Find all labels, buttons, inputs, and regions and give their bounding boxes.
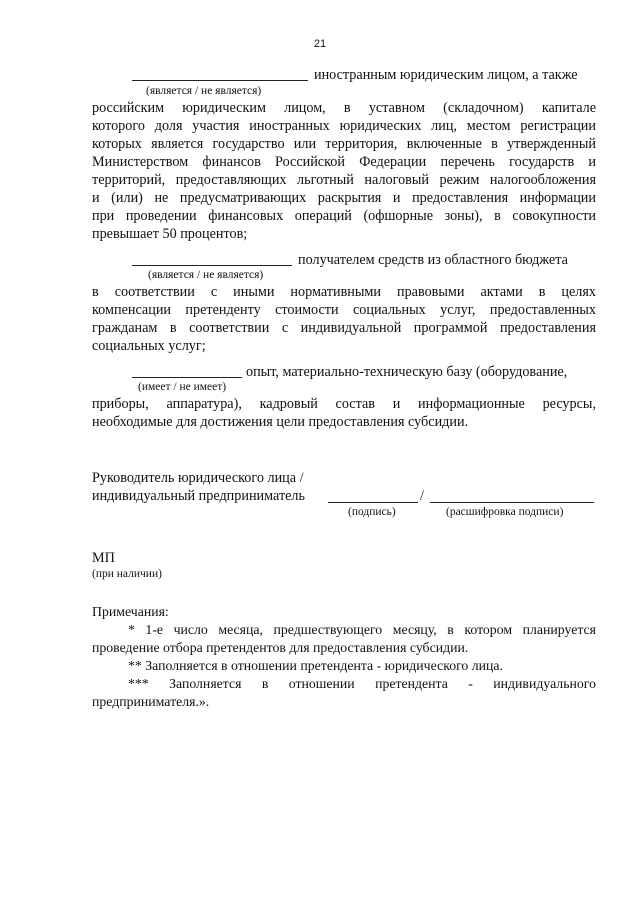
section1-line-1: российским юридическим лицом, в уставном (складочном) капитале: [92, 100, 596, 116]
section1-line-3: которых является государство или территория, включенные в утвержденный: [92, 136, 596, 152]
section1-line-7: при проведении финансовых операций (офшорные зоны), в совокупности: [92, 208, 596, 224]
section2-line-2: компенсации претенденту стоимости социальных услуг, предоставленных: [92, 302, 596, 318]
signature-hint: (подпись): [348, 506, 396, 518]
section1-line-8: превышает 50 процентов;: [92, 226, 248, 242]
page-number: 21: [313, 38, 327, 50]
note-2: ** Заполняется в отношении претендента - юридического лица.: [128, 658, 503, 673]
section1-line-2: которого доля участия иностранных юридических лиц, местом регистрации: [92, 118, 596, 134]
section1-line-5: территорий, предоставляющих льготный налоговый режим налогообложения: [92, 172, 596, 188]
signature-field[interactable]: [328, 502, 418, 503]
section1-hint: (является / не является): [146, 85, 262, 97]
section3-tail-text: опыт, материально-техническую базу (оборудование,: [246, 364, 568, 380]
section1-line-6: и (или) не предусматривающих раскрытия и предоставления информации: [92, 190, 596, 206]
note-3-line-1: *** Заполняется в отношении претендента - индивидуального: [128, 676, 596, 691]
section2-line-3: гражданам в соответствии с индивидуальной программой предоставления: [92, 320, 596, 336]
status-blank-field-3[interactable]: [132, 377, 242, 378]
section2-hint: (является / не является): [148, 269, 264, 281]
notes-title: Примечания:: [92, 604, 169, 619]
section2-line-4: социальных услуг;: [92, 338, 206, 354]
signature-label-line-1: Руководитель юридического лица /: [92, 470, 304, 486]
note-1-line-1: * 1-е число месяца, предшествующего месяцу, в котором планируется: [128, 622, 596, 637]
section2-line-1: в соответствии с иными нормативными правовыми актами в целях: [92, 284, 596, 300]
status-blank-field-1[interactable]: [132, 80, 308, 81]
status-blank-field-2[interactable]: [132, 265, 292, 266]
section3-line-1: приборы, аппаратура), кадровый состав и информационные ресурсы,: [92, 396, 596, 412]
stamp-hint: (при наличии): [92, 568, 162, 580]
section2-tail-text: получателем средств из областного бюджета: [298, 252, 568, 268]
section1-line-4: Министерством финансов Российской Федерации перечень государств и: [92, 154, 596, 170]
stamp-label: МП: [92, 550, 115, 566]
section3-hint: (имеет / не имеет): [138, 381, 227, 393]
section3-line-2: необходимые для достижения цели предоставления субсидии.: [92, 414, 469, 430]
note-1-line-2: проведение отбора претендентов для предоставления субсидии.: [92, 640, 469, 655]
signature-label-line-2: индивидуальный предприниматель: [92, 488, 305, 504]
note-3-line-2: предпринимателя.».: [92, 694, 210, 709]
signature-separator: /: [420, 488, 424, 504]
signature-name-hint: (расшифровка подписи): [446, 506, 564, 518]
signature-name-field[interactable]: [430, 502, 594, 503]
section1-tail-text: иностранным юридическим лицом, а также: [314, 67, 578, 83]
